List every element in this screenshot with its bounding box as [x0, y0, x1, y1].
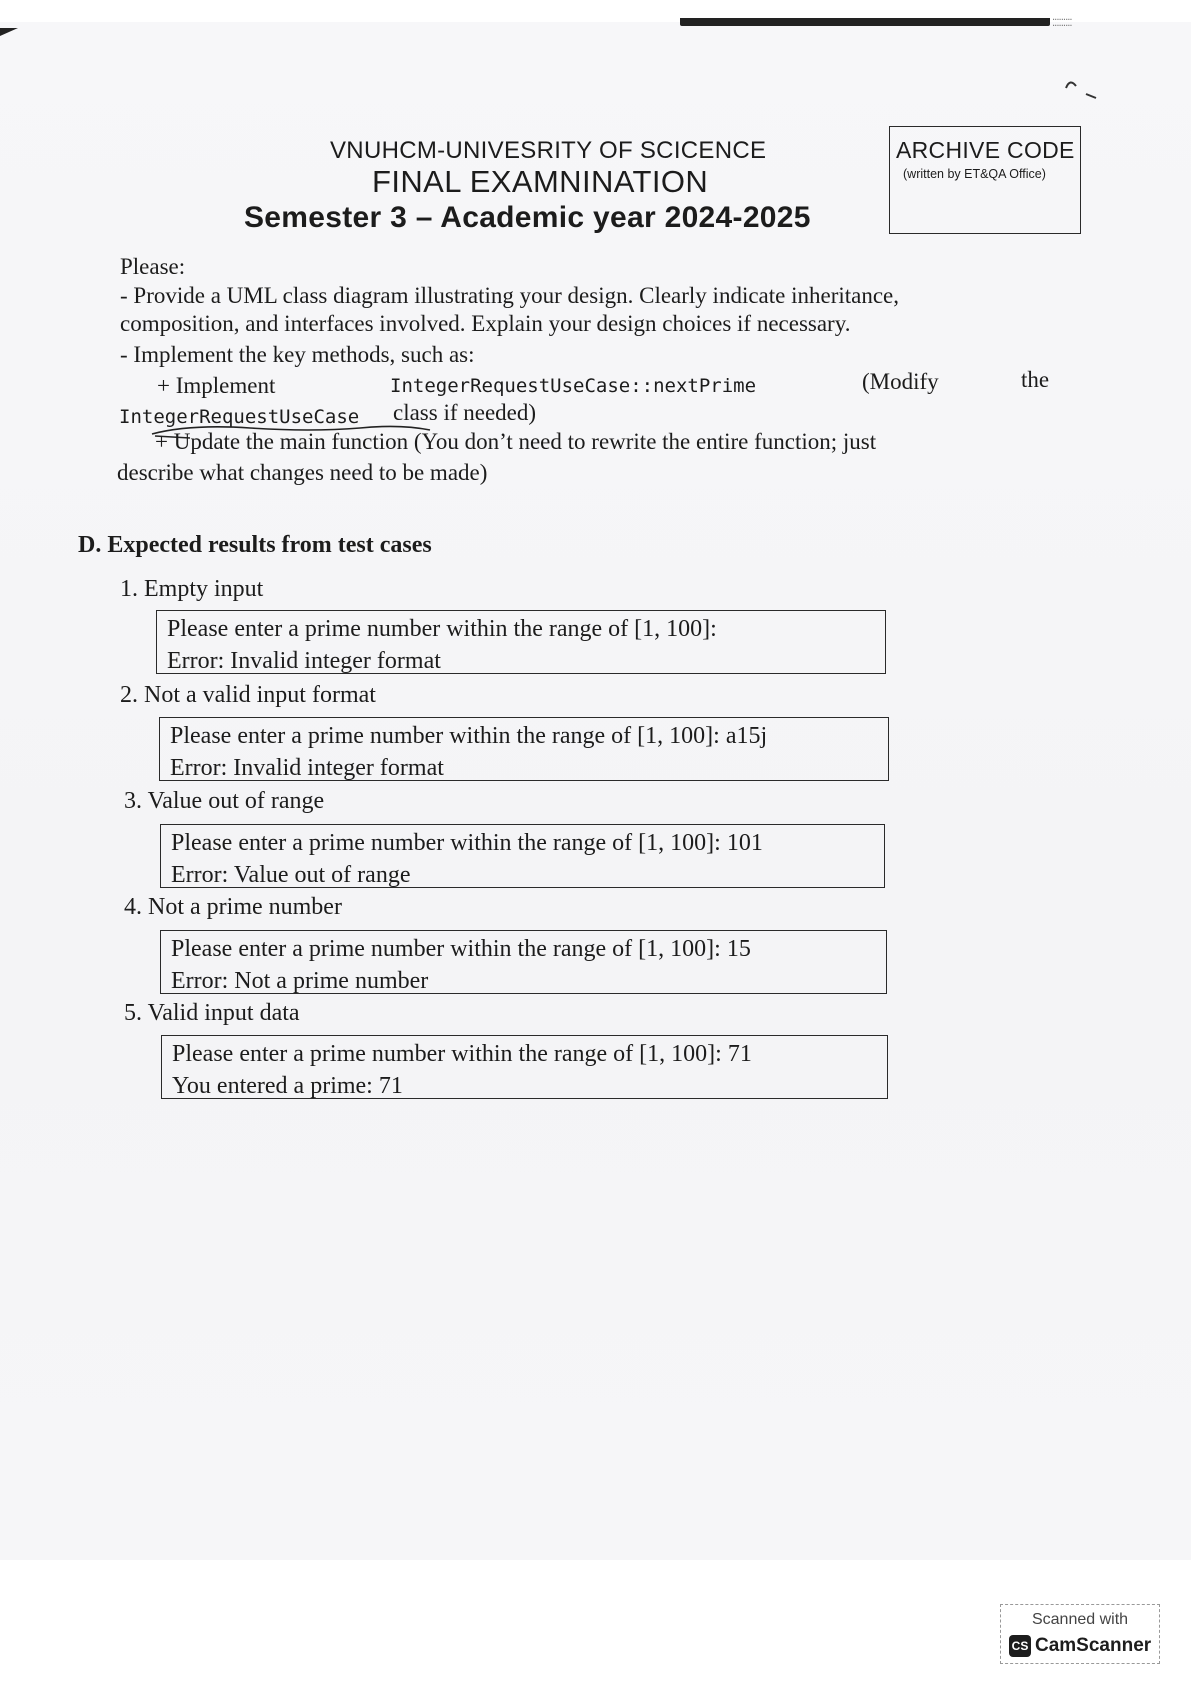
archive-code-note: (written by ET&QA Office)	[903, 167, 1046, 181]
sub-item-update-line1: + Update the main function (You don’t need to rewrite the entire function; just	[155, 429, 877, 454]
sub-item-the: the	[1021, 367, 1050, 392]
test-case-label: 1. Empty input	[120, 576, 264, 602]
output-prompt-line: Please enter a prime number within the range of [1, 100]: 71	[172, 1041, 752, 1067]
exam-title: FINAL EXAMNINATION	[372, 164, 709, 199]
output-prompt-line: Please enter a prime number within the range of [1, 100]: 101	[171, 830, 763, 856]
output-prompt-line: Please enter a prime number within the range of [1, 100]:	[167, 616, 717, 642]
test-case-label: 5. Valid input data	[124, 1000, 300, 1026]
instructions-intro: Please:	[120, 254, 186, 279]
output-result-line: Error: Invalid integer format	[167, 648, 441, 674]
watermark-caption: Scanned with	[1031, 1611, 1129, 1628]
sub-item-class-suffix: class if needed)	[393, 400, 537, 425]
instruction-uml-line1: - Provide a UML class diagram illustrating your design. Clearly indicate inheritance,	[120, 283, 900, 308]
watermark-brand: CamScanner	[1035, 1635, 1152, 1656]
output-result-line: Error: Invalid integer format	[170, 755, 444, 781]
university-name: VNUHCM-UNIVESRITY OF SCICENCE	[330, 137, 767, 164]
output-result-line: Error: Not a prime number	[171, 968, 429, 994]
test-case-output-box	[160, 824, 885, 888]
output-result-line: Error: Value out of range	[171, 862, 411, 888]
scan-edge-shadow	[680, 18, 1050, 26]
sub-item-implement-prefix: + Implement	[157, 373, 276, 398]
test-case-label: 4. Not a prime number	[124, 894, 342, 920]
camscanner-watermark	[1000, 1604, 1160, 1664]
sub-item-method-code: IntegerRequestUseCase::nextPrime	[390, 375, 757, 397]
archive-code-title: ARCHIVE CODE	[896, 137, 1075, 163]
instruction-implement: - Implement the key methods, such as:	[120, 342, 475, 367]
archive-code-box	[889, 126, 1081, 234]
sub-item-update-line2: describe what changes need to be made)	[117, 460, 488, 485]
instruction-uml-line2: composition, and interfaces involved. Explain your design choices if necessary.	[120, 311, 851, 336]
scan-corner-shadow	[0, 28, 18, 36]
section-d-title: D. Expected results from test cases	[78, 532, 432, 558]
test-case-output-box	[156, 610, 886, 674]
sub-item-class-code: IntegerRequestUseCase	[119, 406, 360, 428]
test-case-label: 3. Value out of range	[124, 788, 325, 814]
output-prompt-line: Please enter a prime number within the range of [1, 100]: a15j	[170, 723, 768, 749]
test-case-output-box	[160, 930, 887, 994]
test-case-label: 2. Not a valid input format	[120, 682, 376, 708]
test-case-output-box	[161, 1035, 888, 1099]
sub-item-modify: (Modify	[862, 369, 939, 394]
scan-edge-dots: ⁚⁚⁚⁚⁚⁚⁚⁚⁚	[1052, 18, 1072, 29]
semester-line: Semester 3 – Academic year 2024-2025	[244, 201, 811, 234]
pen-mark-icon	[1062, 74, 1102, 104]
output-result-line: You entered a prime: 71	[172, 1073, 403, 1099]
test-case-output-box	[159, 717, 889, 781]
camscanner-logo-icon: CS	[1009, 1635, 1031, 1657]
output-prompt-line: Please enter a prime number within the range of [1, 100]: 15	[171, 936, 751, 962]
